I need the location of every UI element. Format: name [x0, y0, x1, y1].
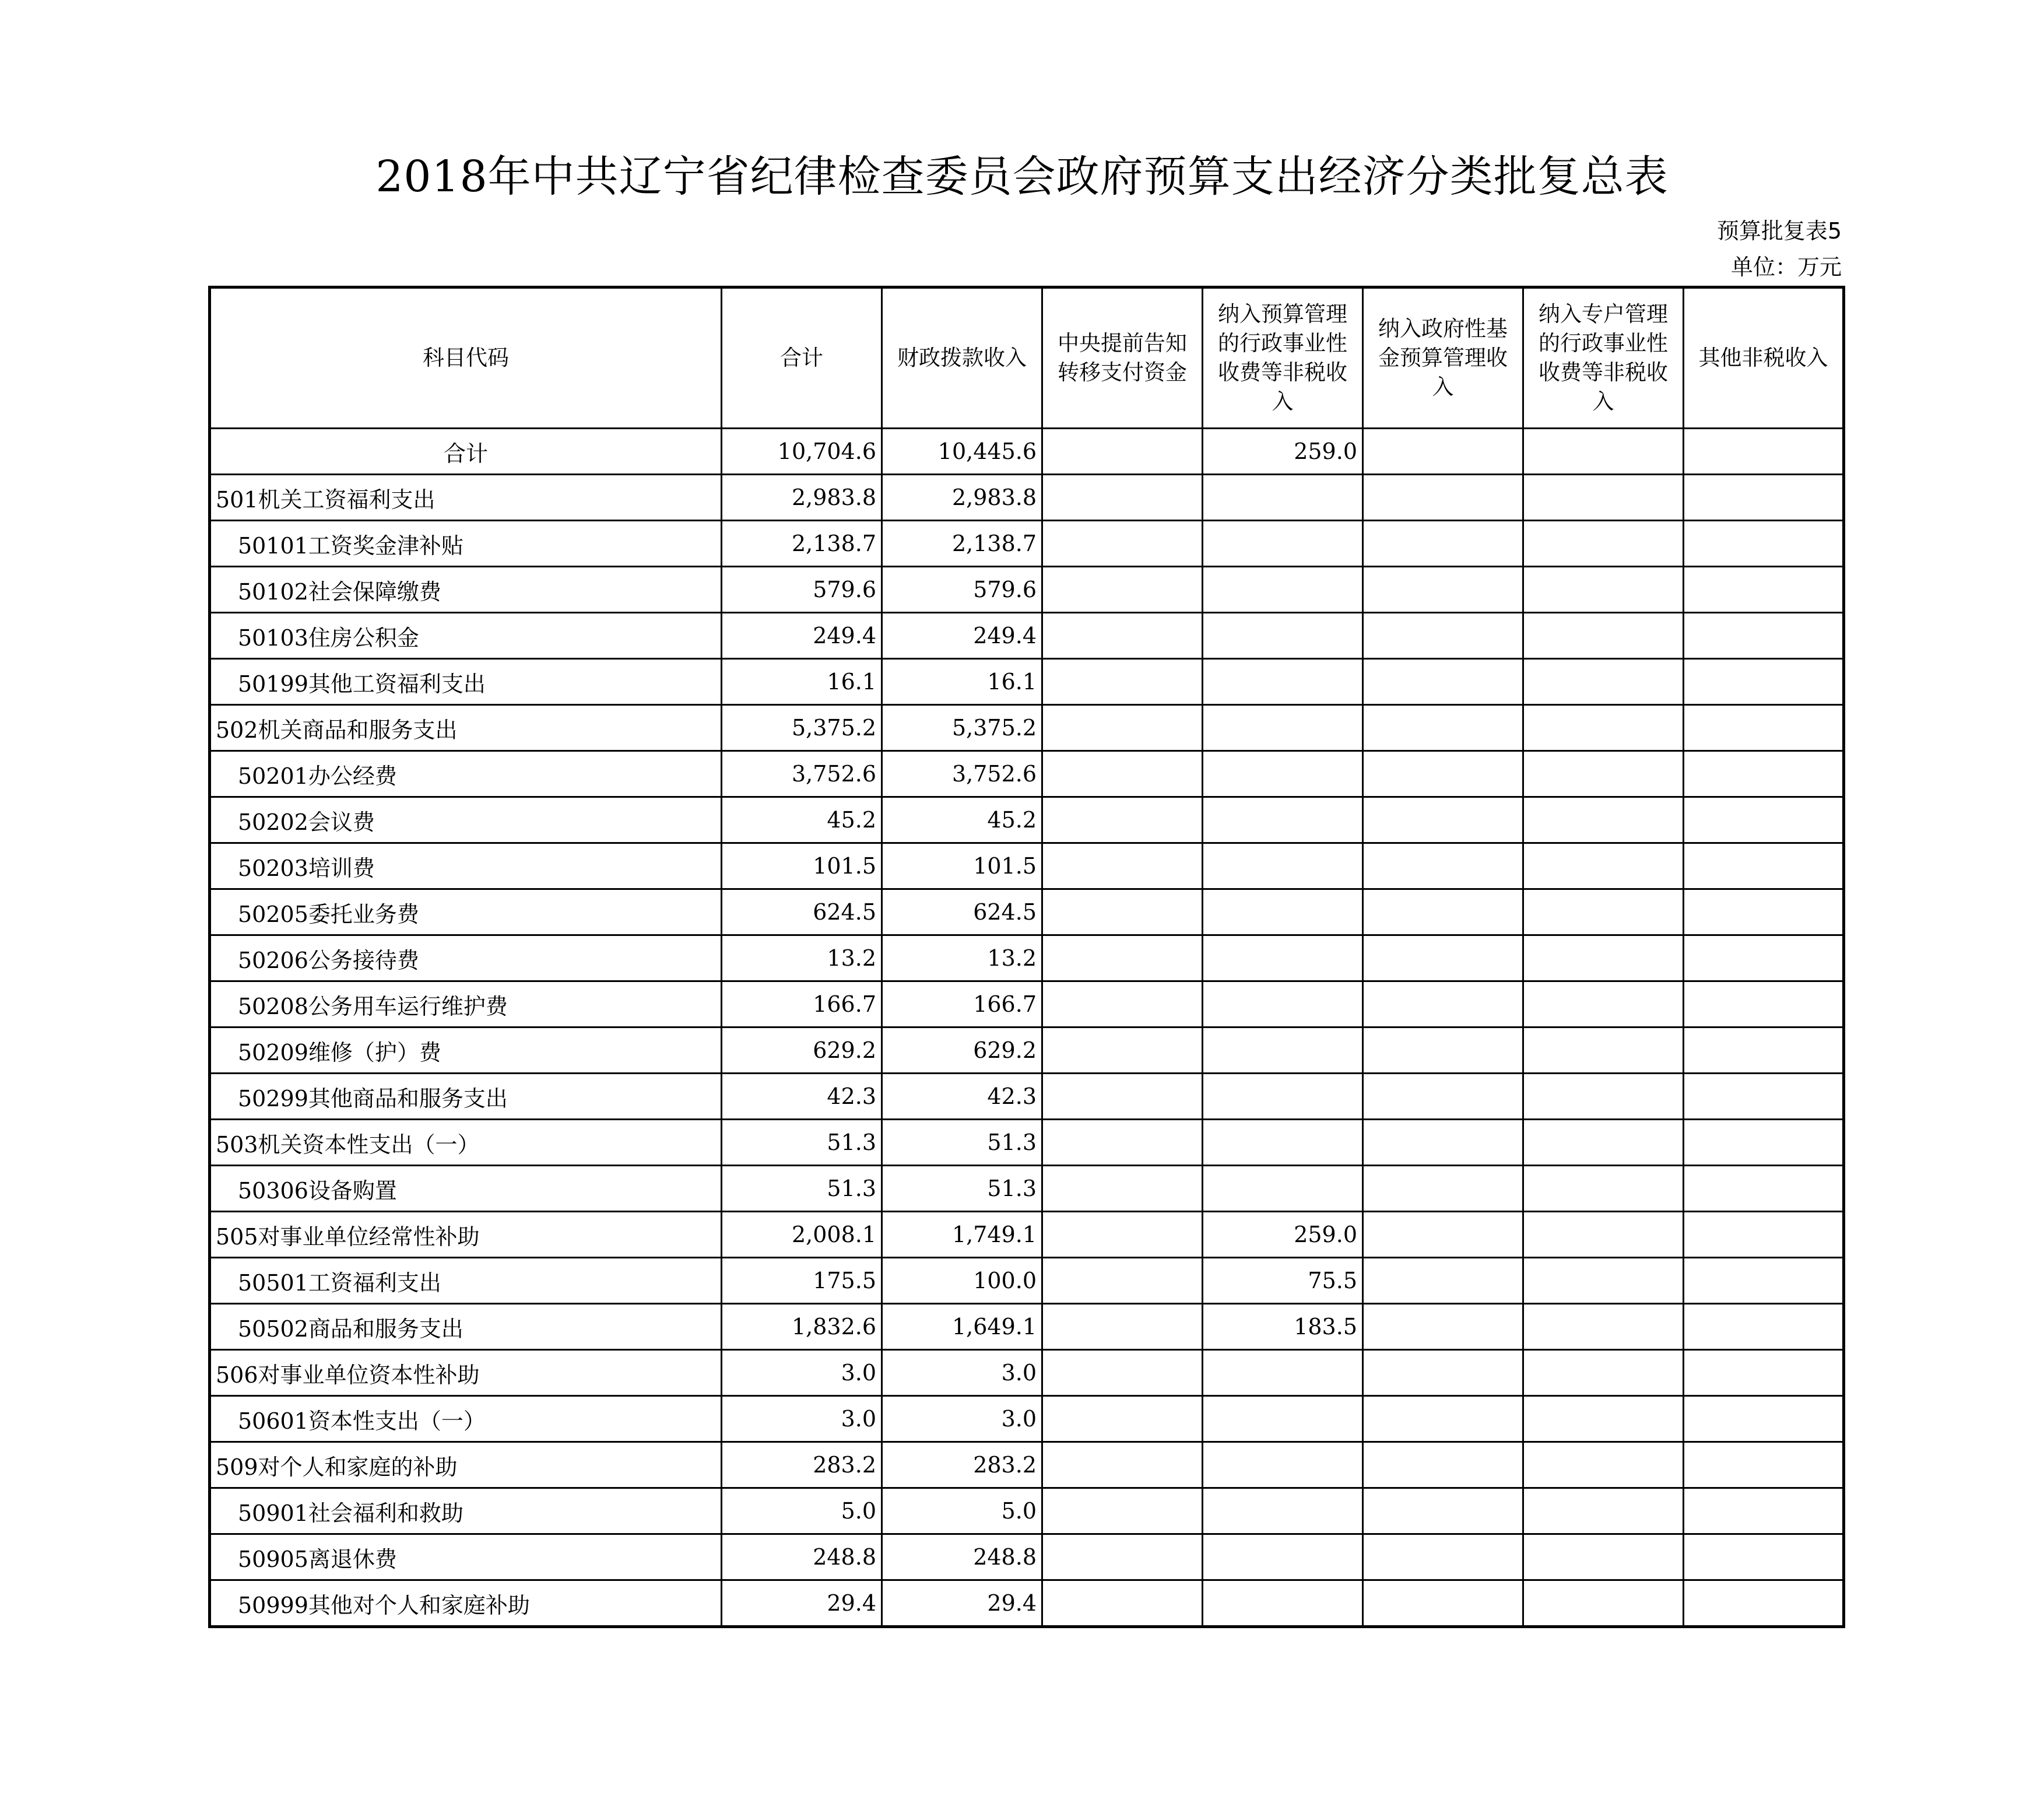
cell-gov-fund	[1363, 1074, 1523, 1120]
cell-subject-name: 50601资本性支出（一）	[210, 1396, 722, 1442]
header-gov-fund: 纳入政府性基金预算管理收入	[1363, 287, 1523, 429]
cell-nontax-budget	[1203, 1534, 1363, 1580]
cell-nontax-budget	[1203, 843, 1363, 889]
cell-other	[1684, 1166, 1844, 1212]
cell-total: 3.0	[722, 1350, 882, 1396]
cell-total: 101.5	[722, 843, 882, 889]
cell-total: 42.3	[722, 1074, 882, 1120]
cell-total: 166.7	[722, 981, 882, 1028]
cell-total: 5,375.2	[722, 705, 882, 751]
cell-total: 29.4	[722, 1580, 882, 1627]
cell-fiscal: 283.2	[882, 1442, 1042, 1488]
table-row	[210, 935, 1844, 981]
cell-fiscal: 624.5	[882, 889, 1042, 935]
cell-subject-name: 505对事业单位经常性补助	[210, 1212, 722, 1258]
cell-central	[1042, 1212, 1203, 1258]
cell-subject-name: 501机关工资福利支出	[210, 475, 722, 521]
cell-nontax-budget	[1203, 1120, 1363, 1166]
table-row	[210, 1442, 1844, 1488]
header-fiscal-appropriation: 财政拨款收入	[882, 287, 1042, 429]
cell-nontax-budget	[1203, 1350, 1363, 1396]
cell-total: 248.8	[722, 1534, 882, 1580]
cell-gov-fund	[1363, 613, 1523, 659]
cell-nontax-budget	[1203, 935, 1363, 981]
cell-subject-name: 50999其他对个人和家庭补助	[210, 1580, 722, 1627]
cell-special-account	[1523, 843, 1684, 889]
table-row	[210, 1580, 1844, 1627]
cell-total: 283.2	[722, 1442, 882, 1488]
cell-central	[1042, 1166, 1203, 1212]
cell-gov-fund	[1363, 1304, 1523, 1350]
cell-central	[1042, 1580, 1203, 1627]
cell-gov-fund	[1363, 521, 1523, 567]
cell-gov-fund	[1363, 1120, 1523, 1166]
table-row	[210, 889, 1844, 935]
cell-fiscal: 2,138.7	[882, 521, 1042, 567]
header-row	[210, 287, 1844, 429]
cell-special-account	[1523, 705, 1684, 751]
cell-fiscal: 2,983.8	[882, 475, 1042, 521]
cell-central	[1042, 797, 1203, 843]
cell-special-account	[1523, 1028, 1684, 1074]
cell-central	[1042, 935, 1203, 981]
table-row	[210, 429, 1844, 475]
cell-total: 13.2	[722, 935, 882, 981]
cell-other	[1684, 843, 1844, 889]
cell-total: 629.2	[722, 1028, 882, 1074]
cell-gov-fund	[1363, 659, 1523, 705]
cell-subject-name: 50205委托业务费	[210, 889, 722, 935]
header-special-account: 纳入专户管理的行政事业性收费等非税收入	[1523, 287, 1684, 429]
cell-fiscal: 248.8	[882, 1534, 1042, 1580]
cell-nontax-budget	[1203, 1074, 1363, 1120]
cell-subject-name: 50209维修（护）费	[210, 1028, 722, 1074]
cell-special-account	[1523, 981, 1684, 1028]
cell-other	[1684, 475, 1844, 521]
cell-total: 579.6	[722, 567, 882, 613]
cell-total: 10,704.6	[722, 429, 882, 475]
cell-special-account	[1523, 935, 1684, 981]
cell-gov-fund	[1363, 429, 1523, 475]
cell-gov-fund	[1363, 843, 1523, 889]
cell-other	[1684, 1304, 1844, 1350]
cell-other	[1684, 613, 1844, 659]
cell-gov-fund	[1363, 1166, 1523, 1212]
cell-other	[1684, 705, 1844, 751]
cell-total: 2,008.1	[722, 1212, 882, 1258]
cell-fiscal: 16.1	[882, 659, 1042, 705]
cell-other	[1684, 1534, 1844, 1580]
cell-special-account	[1523, 613, 1684, 659]
cell-nontax-budget	[1203, 889, 1363, 935]
cell-central	[1042, 1304, 1203, 1350]
table-row	[210, 475, 1844, 521]
cell-nontax-budget	[1203, 1028, 1363, 1074]
cell-subject-name: 50199其他工资福利支出	[210, 659, 722, 705]
cell-gov-fund	[1363, 1534, 1523, 1580]
cell-central	[1042, 1442, 1203, 1488]
header-total: 合计	[722, 287, 882, 429]
cell-total: 249.4	[722, 613, 882, 659]
cell-gov-fund	[1363, 1028, 1523, 1074]
cell-gov-fund	[1363, 1258, 1523, 1304]
cell-special-account	[1523, 429, 1684, 475]
cell-central	[1042, 889, 1203, 935]
cell-other	[1684, 567, 1844, 613]
table-row	[210, 1074, 1844, 1120]
table-row	[210, 567, 1844, 613]
cell-other	[1684, 1028, 1844, 1074]
cell-special-account	[1523, 751, 1684, 797]
cell-special-account	[1523, 567, 1684, 613]
cell-other	[1684, 429, 1844, 475]
cell-subject-name: 50306设备购置	[210, 1166, 722, 1212]
table-row	[210, 659, 1844, 705]
header-other-nontax: 其他非税收入	[1684, 287, 1844, 429]
cell-special-account	[1523, 1074, 1684, 1120]
cell-subject-name: 合计	[210, 429, 722, 475]
cell-fiscal: 5,375.2	[882, 705, 1042, 751]
cell-subject-name: 50103住房公积金	[210, 613, 722, 659]
cell-fiscal: 3,752.6	[882, 751, 1042, 797]
cell-nontax-budget	[1203, 659, 1363, 705]
cell-special-account	[1523, 1534, 1684, 1580]
cell-other	[1684, 1120, 1844, 1166]
table-row	[210, 1028, 1844, 1074]
cell-central	[1042, 843, 1203, 889]
cell-total: 175.5	[722, 1258, 882, 1304]
cell-nontax-budget: 183.5	[1203, 1304, 1363, 1350]
cell-fiscal: 29.4	[882, 1580, 1042, 1627]
table-row	[210, 1212, 1844, 1258]
cell-gov-fund	[1363, 1396, 1523, 1442]
cell-subject-name: 50299其他商品和服务支出	[210, 1074, 722, 1120]
cell-nontax-budget: 259.0	[1203, 429, 1363, 475]
cell-other	[1684, 1212, 1844, 1258]
header-nontax-budget: 纳入预算管理的行政事业性收费等非税收入	[1203, 287, 1363, 429]
cell-fiscal: 42.3	[882, 1074, 1042, 1120]
cell-total: 1,832.6	[722, 1304, 882, 1350]
table-row	[210, 1120, 1844, 1166]
table-row	[210, 843, 1844, 889]
cell-fiscal: 166.7	[882, 981, 1042, 1028]
cell-special-account	[1523, 521, 1684, 567]
table-row	[210, 705, 1844, 751]
cell-fiscal: 51.3	[882, 1120, 1042, 1166]
cell-fiscal: 1,649.1	[882, 1304, 1042, 1350]
cell-special-account	[1523, 797, 1684, 843]
cell-central	[1042, 1120, 1203, 1166]
cell-central	[1042, 1350, 1203, 1396]
cell-subject-name: 50101工资奖金津补贴	[210, 521, 722, 567]
cell-fiscal: 5.0	[882, 1488, 1042, 1534]
table-row	[210, 1534, 1844, 1580]
cell-nontax-budget	[1203, 1580, 1363, 1627]
unit-label: 单位：万元	[1730, 254, 1842, 280]
cell-gov-fund	[1363, 1580, 1523, 1627]
cell-gov-fund	[1363, 751, 1523, 797]
table-row	[210, 1304, 1844, 1350]
cell-central	[1042, 1074, 1203, 1120]
table-row	[210, 521, 1844, 567]
cell-other	[1684, 1074, 1844, 1120]
cell-special-account	[1523, 1442, 1684, 1488]
budget-table	[208, 286, 1845, 1628]
cell-central	[1042, 475, 1203, 521]
cell-total: 624.5	[722, 889, 882, 935]
cell-special-account	[1523, 1120, 1684, 1166]
cell-total: 3,752.6	[722, 751, 882, 797]
cell-gov-fund	[1363, 1488, 1523, 1534]
cell-other	[1684, 751, 1844, 797]
cell-nontax-budget	[1203, 705, 1363, 751]
cell-total: 45.2	[722, 797, 882, 843]
cell-gov-fund	[1363, 797, 1523, 843]
table-row	[210, 981, 1844, 1028]
cell-total: 51.3	[722, 1166, 882, 1212]
cell-gov-fund	[1363, 705, 1523, 751]
cell-central	[1042, 1028, 1203, 1074]
table-row	[210, 613, 1844, 659]
table-row	[210, 751, 1844, 797]
table-body	[210, 429, 1844, 1627]
cell-central	[1042, 705, 1203, 751]
cell-central	[1042, 1534, 1203, 1580]
cell-fiscal: 3.0	[882, 1396, 1042, 1442]
cell-fiscal: 3.0	[882, 1350, 1042, 1396]
cell-subject-name: 50905离退休费	[210, 1534, 722, 1580]
cell-total: 3.0	[722, 1396, 882, 1442]
cell-subject-name: 50203培训费	[210, 843, 722, 889]
cell-nontax-budget	[1203, 475, 1363, 521]
cell-fiscal: 10,445.6	[882, 429, 1042, 475]
table-row	[210, 1166, 1844, 1212]
cell-total: 51.3	[722, 1120, 882, 1166]
cell-gov-fund	[1363, 567, 1523, 613]
table-row	[210, 1488, 1844, 1534]
cell-other	[1684, 1350, 1844, 1396]
cell-nontax-budget	[1203, 1396, 1363, 1442]
cell-special-account	[1523, 1396, 1684, 1442]
cell-nontax-budget	[1203, 613, 1363, 659]
cell-subject-name: 50502商品和服务支出	[210, 1304, 722, 1350]
cell-gov-fund	[1363, 889, 1523, 935]
cell-other	[1684, 1580, 1844, 1627]
cell-nontax-budget	[1203, 1442, 1363, 1488]
cell-fiscal: 100.0	[882, 1258, 1042, 1304]
cell-subject-name: 50202会议费	[210, 797, 722, 843]
cell-central	[1042, 521, 1203, 567]
cell-other	[1684, 1258, 1844, 1304]
cell-nontax-budget	[1203, 797, 1363, 843]
cell-total: 2,983.8	[722, 475, 882, 521]
header-central-transfer: 中央提前告知转移支付资金	[1042, 287, 1203, 429]
cell-total: 2,138.7	[722, 521, 882, 567]
cell-nontax-budget	[1203, 1488, 1363, 1534]
cell-nontax-budget: 75.5	[1203, 1258, 1363, 1304]
cell-special-account	[1523, 1350, 1684, 1396]
cell-special-account	[1523, 1488, 1684, 1534]
table-header	[210, 287, 1844, 429]
cell-fiscal: 101.5	[882, 843, 1042, 889]
page-title: 2018年中共辽宁省纪律检查委员会政府预算支出经济分类批复总表	[375, 152, 1669, 202]
cell-special-account	[1523, 1580, 1684, 1627]
table-row	[210, 1396, 1844, 1442]
cell-special-account	[1523, 889, 1684, 935]
table-row	[210, 1350, 1844, 1396]
cell-special-account	[1523, 1304, 1684, 1350]
cell-gov-fund	[1363, 981, 1523, 1028]
cell-nontax-budget: 259.0	[1203, 1212, 1363, 1258]
cell-nontax-budget	[1203, 751, 1363, 797]
cell-fiscal: 249.4	[882, 613, 1042, 659]
cell-other	[1684, 1442, 1844, 1488]
cell-gov-fund	[1363, 1212, 1523, 1258]
cell-central	[1042, 613, 1203, 659]
cell-other	[1684, 659, 1844, 705]
cell-special-account	[1523, 659, 1684, 705]
cell-central	[1042, 1396, 1203, 1442]
cell-subject-name: 50102社会保障缴费	[210, 567, 722, 613]
cell-other	[1684, 521, 1844, 567]
cell-nontax-budget	[1203, 1166, 1363, 1212]
cell-subject-name: 50208公务用车运行维护费	[210, 981, 722, 1028]
cell-subject-name: 50501工资福利支出	[210, 1258, 722, 1304]
cell-special-account	[1523, 1166, 1684, 1212]
table-row	[210, 797, 1844, 843]
cell-subject-name: 506对事业单位资本性补助	[210, 1350, 722, 1396]
cell-subject-name: 50201办公经费	[210, 751, 722, 797]
cell-other	[1684, 1396, 1844, 1442]
cell-special-account	[1523, 1258, 1684, 1304]
cell-other	[1684, 889, 1844, 935]
cell-nontax-budget	[1203, 521, 1363, 567]
cell-subject-name: 509对个人和家庭的补助	[210, 1442, 722, 1488]
cell-central	[1042, 567, 1203, 613]
cell-other	[1684, 1488, 1844, 1534]
form-number: 预算批复表5	[1716, 218, 1842, 244]
cell-gov-fund	[1363, 1442, 1523, 1488]
cell-total: 5.0	[722, 1488, 882, 1534]
cell-special-account	[1523, 475, 1684, 521]
cell-nontax-budget	[1203, 981, 1363, 1028]
table-row	[210, 1258, 1844, 1304]
cell-central	[1042, 1488, 1203, 1534]
header-subject-code: 科目代码	[210, 287, 722, 429]
cell-other	[1684, 981, 1844, 1028]
cell-central	[1042, 659, 1203, 705]
cell-special-account	[1523, 1212, 1684, 1258]
cell-fiscal: 629.2	[882, 1028, 1042, 1074]
cell-gov-fund	[1363, 1350, 1523, 1396]
cell-fiscal: 45.2	[882, 797, 1042, 843]
cell-central	[1042, 1258, 1203, 1304]
cell-fiscal: 51.3	[882, 1166, 1042, 1212]
cell-gov-fund	[1363, 475, 1523, 521]
cell-central	[1042, 981, 1203, 1028]
cell-other	[1684, 935, 1844, 981]
cell-nontax-budget	[1203, 567, 1363, 613]
cell-fiscal: 579.6	[882, 567, 1042, 613]
cell-fiscal: 13.2	[882, 935, 1042, 981]
cell-total: 16.1	[722, 659, 882, 705]
cell-subject-name: 502机关商品和服务支出	[210, 705, 722, 751]
cell-central	[1042, 751, 1203, 797]
cell-subject-name: 503机关资本性支出（一）	[210, 1120, 722, 1166]
cell-central	[1042, 429, 1203, 475]
cell-fiscal: 1,749.1	[882, 1212, 1042, 1258]
cell-subject-name: 50206公务接待费	[210, 935, 722, 981]
cell-other	[1684, 797, 1844, 843]
cell-gov-fund	[1363, 935, 1523, 981]
cell-subject-name: 50901社会福利和救助	[210, 1488, 722, 1534]
